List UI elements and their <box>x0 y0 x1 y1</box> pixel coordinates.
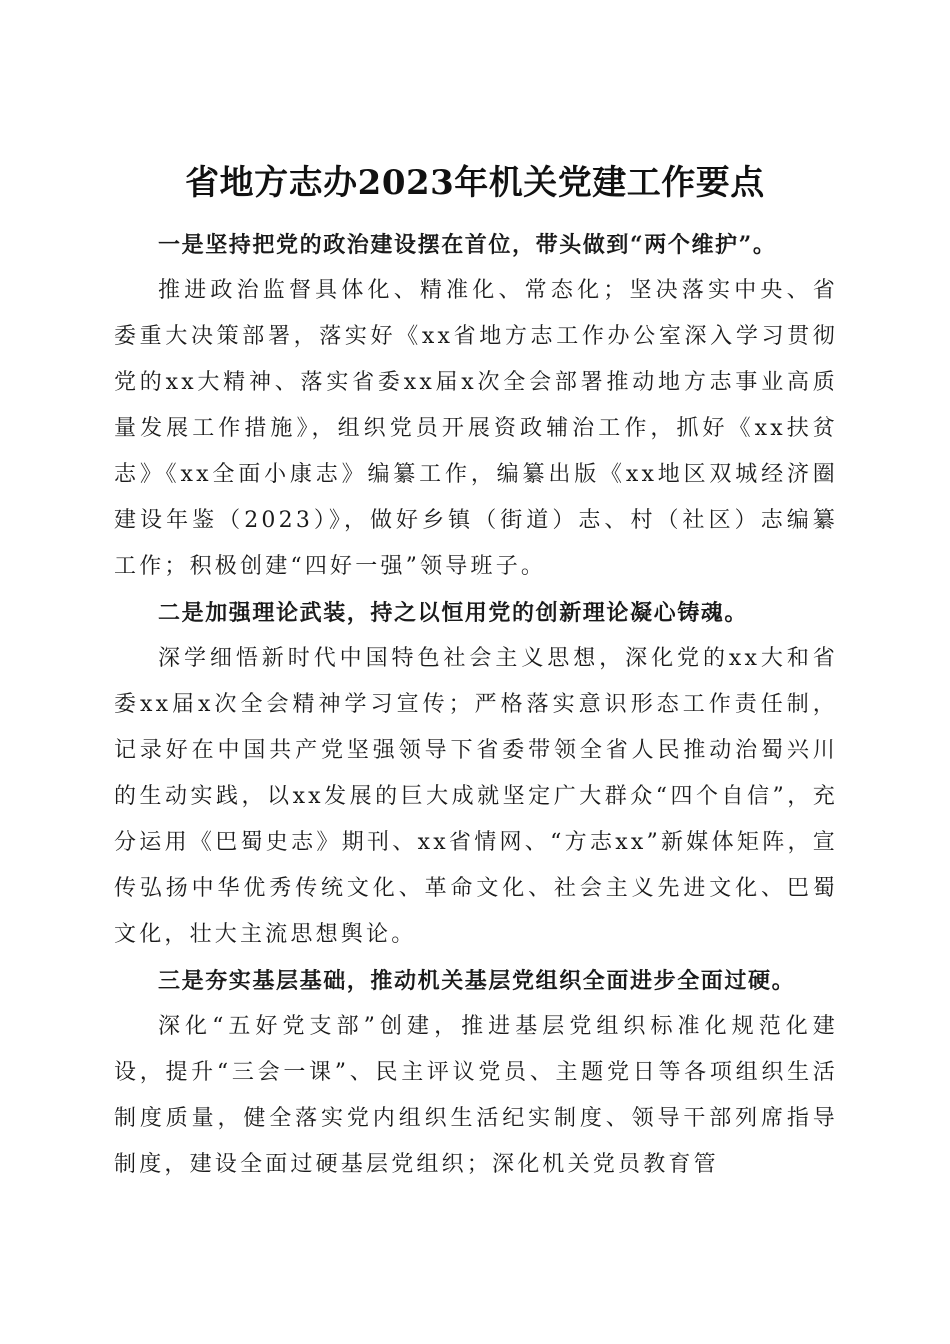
section-3-paragraph: 深化“五好党支部”创建，推进基层党组织标准化规范化建设，提升“三会一课”、民主评议党员、主题党日等各项组织生活制度质量，健全落实党内组织生活纪实制度、领导干部列席指导制度，建设全面过硬基层党组织；深化机关党员教育管 <box>114 1014 838 1177</box>
section-1-paragraph: 推进政治监督具体化、精准化、常态化；坚决落实中央、省委重大决策部署，落实好《xx省地方志工作办公室深入学习贯彻党的xx大精神、落实省委xx届x次全会部署推动地方志事业高质量发展工作措施》，组织党员开展资政辅治工作，抓好《xx扶贫志》《xx全面小康志》编纂工作，编纂出版《xx地区双城经济圈建设年鉴（2023）》，做好乡镇（街道）志、村（社区）志编纂工作；积极创建“四好一强”领导班子。 <box>114 278 838 579</box>
section-3-heading: 三是夯实基层基础，推动机关基层党组织全面进步全面过硬。 <box>158 968 796 994</box>
section-2-heading: 二是加强理论武装，持之以恒用党的创新理论凝心铸魂。 <box>158 600 749 626</box>
section-2-paragraph: 深学细悟新时代中国特色社会主义思想，深化党的xx大和省委xx届x次全会精神学习宣传；严格落实意识形态工作责任制，记录好在中国共产党坚强领导下省委带领全省人民推动治蜀兴川的生动实践，以xx发展的巨大成就坚定广大群众“四个自信”，充分运用《巴蜀史志》期刊、xx省情网、“方志xx”新媒体矩阵，宣传弘扬中华优秀传统文化、革命文化、社会主义先进文化、巴蜀文化，壮大主流思想舆论。 <box>114 646 838 947</box>
document-title: 省地方志办2023年机关党建工作要点 <box>185 162 765 203</box>
section-1-heading: 一是坚持把党的政治建设摆在首位，带头做到“两个维护”。 <box>158 232 777 258</box>
document-body <box>114 222 838 1188</box>
